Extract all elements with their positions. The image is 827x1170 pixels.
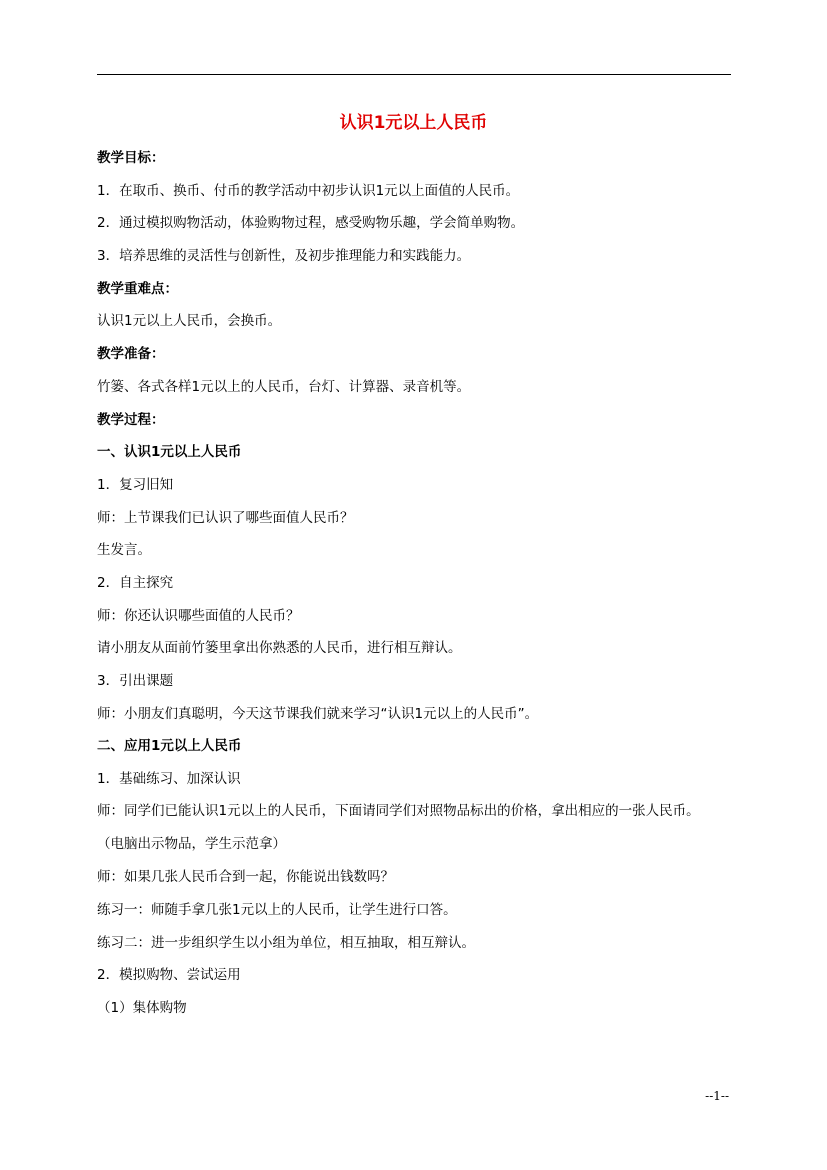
section-heading: 教学准备： [97, 346, 165, 363]
paragraph-line: 师：同学们已能认识1元以上的人民币，下面请同学们对照物品标出的价格，拿出相应的一张人民币。 [97, 803, 700, 820]
paragraph-line: 师：上节课我们已认识了哪些面值人民币？ [97, 509, 354, 526]
paragraph-line: 请小朋友从面前竹篓里拿出你熟悉的人民币，进行相互辩认。 [97, 640, 462, 657]
paragraph-line: （1）集体购物 [97, 999, 187, 1016]
section-heading: 教学目标： [97, 150, 165, 166]
paragraph-line: 1．基础练习、加深认识 [97, 771, 241, 788]
document-title: 认识1元以上人民币 [339, 113, 488, 133]
paragraph-line: 3．培养思维的灵活性与创新性，及初步推理能力和实践能力。 [97, 248, 471, 265]
paragraph-line: 1．复习旧知 [97, 476, 174, 493]
paragraph-line: 2．自主探究 [97, 574, 174, 591]
page-number: --1-- [705, 1089, 729, 1103]
document-body [97, 148, 733, 1031]
section-heading: 二、应用1元以上人民币 [97, 738, 242, 755]
paragraph-line: 认识1元以上人民币，会换币。 [97, 313, 282, 330]
section-heading: 教学过程： [97, 411, 165, 428]
header-rule [97, 74, 731, 75]
section-heading: 教学重难点： [97, 280, 178, 297]
paragraph-line: 2．通过模拟购物活动，体验购物过程，感受购物乐趣，学会简单购物。 [97, 215, 525, 232]
paragraph-line: 竹篓、各式各样1元以上的人民币，台灯、计算器、录音机等。 [97, 378, 471, 395]
paragraph-line: （电脑出示物品，学生示范拿） [97, 836, 286, 853]
paragraph-line: 生发言。 [97, 542, 151, 559]
section-heading: 一、认识1元以上人民币 [97, 444, 242, 461]
paragraph-line: 师：你还认识哪些面值的人民币？ [97, 607, 300, 624]
paragraph-line: 练习二：进一步组织学生以小组为单位，相互抽取，相互辩认。 [97, 934, 475, 951]
paragraph-line: 3．引出课题 [97, 673, 174, 689]
paragraph-line: 师：如果几张人民币合到一起，你能说出钱数吗？ [97, 869, 394, 886]
paragraph-line: 练习一：师随手拿几张1元以上的人民币，让学生进行口答。 [97, 901, 457, 918]
paragraph-line: 2．模拟购物、尝试运用 [97, 967, 241, 984]
paragraph-line: 师：小朋友们真聪明，今天这节课我们就来学习“认识1元以上的人民币”。 [97, 705, 539, 722]
paragraph-line: 1．在取币、换币、付币的教学活动中初步认识1元以上面值的人民币。 [97, 182, 520, 199]
